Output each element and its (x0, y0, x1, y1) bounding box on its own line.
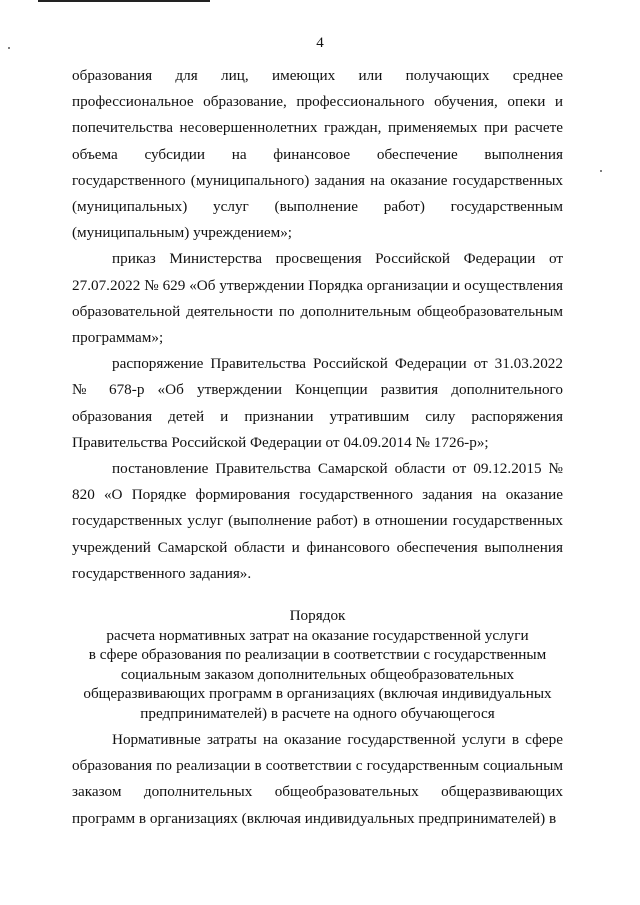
page-number: 4 (316, 35, 324, 51)
section-heading (72, 606, 563, 723)
top-rule (38, 0, 210, 2)
section-subtitle-line: социальным заказом дополнительных общеобразовательных (120, 665, 515, 683)
section-subtitle-line: расчета нормативных затрат на оказание государственной услуги (106, 626, 529, 644)
section-subtitle-line: общеразвивающих программ в организациях (включая индивидуальных (83, 685, 552, 702)
paragraph-normative-costs: Нормативные затраты на оказание государственной услуги в сфере образования по реализации в соответствии с государственным социальным заказом дополнительных общеобразовательных общеразвивающих программ в организациях (включая индивидуальных предпринимателей) в (72, 731, 563, 827)
section-subtitle-line: предпринимателей) в расчете на одного обучающегося (140, 704, 495, 722)
paragraph-continuation: образования для лиц, имеющих или получающих среднее профессиональное образование, профессионального обучения, опеки и попечительства несовершеннолетних граждан, применяемых при расчете объема субсидии на финансовое обеспечение выполнения государственного (муниципального) задания на оказание государственных (муниципальных) услуг (выполнение работ) государственным (муниципальным) учреждением»; (72, 67, 563, 242)
body-text-bottom (72, 727, 563, 832)
section-title: Порядок (289, 607, 346, 624)
section-subtitle-line: в сфере образования по реализации в соответствии с государственным (88, 646, 547, 663)
body-text-top (72, 63, 563, 587)
paragraph-order-678r: распоряжение Правительства Российской Федерации от 31.03.2022 № 678-р «Об утверждении Концепции развития дополнительного образования детей и признании утратившим силу распоряжения Правительства Российской Федерации от 04.09.2014 № 1726-р»; (72, 355, 563, 451)
paragraph-order-629: приказ Министерства просвещения Российской Федерации от 27.07.2022 № 629 «Об утверждении Порядка организации и осуществления образовательной деятельности по дополнительным общеобразовательным программам»; (72, 250, 563, 347)
scan-speck (600, 170, 602, 172)
paragraph-resolution-820: постановление Правительства Самарской области от 09.12.2015 № 820 «О Порядке формирования государственного задания на оказание государственных услуг (выполнение работ) в отношении государственных учреждений Самарской области и финансового обеспечения выполнения государственного задания». (72, 460, 563, 582)
